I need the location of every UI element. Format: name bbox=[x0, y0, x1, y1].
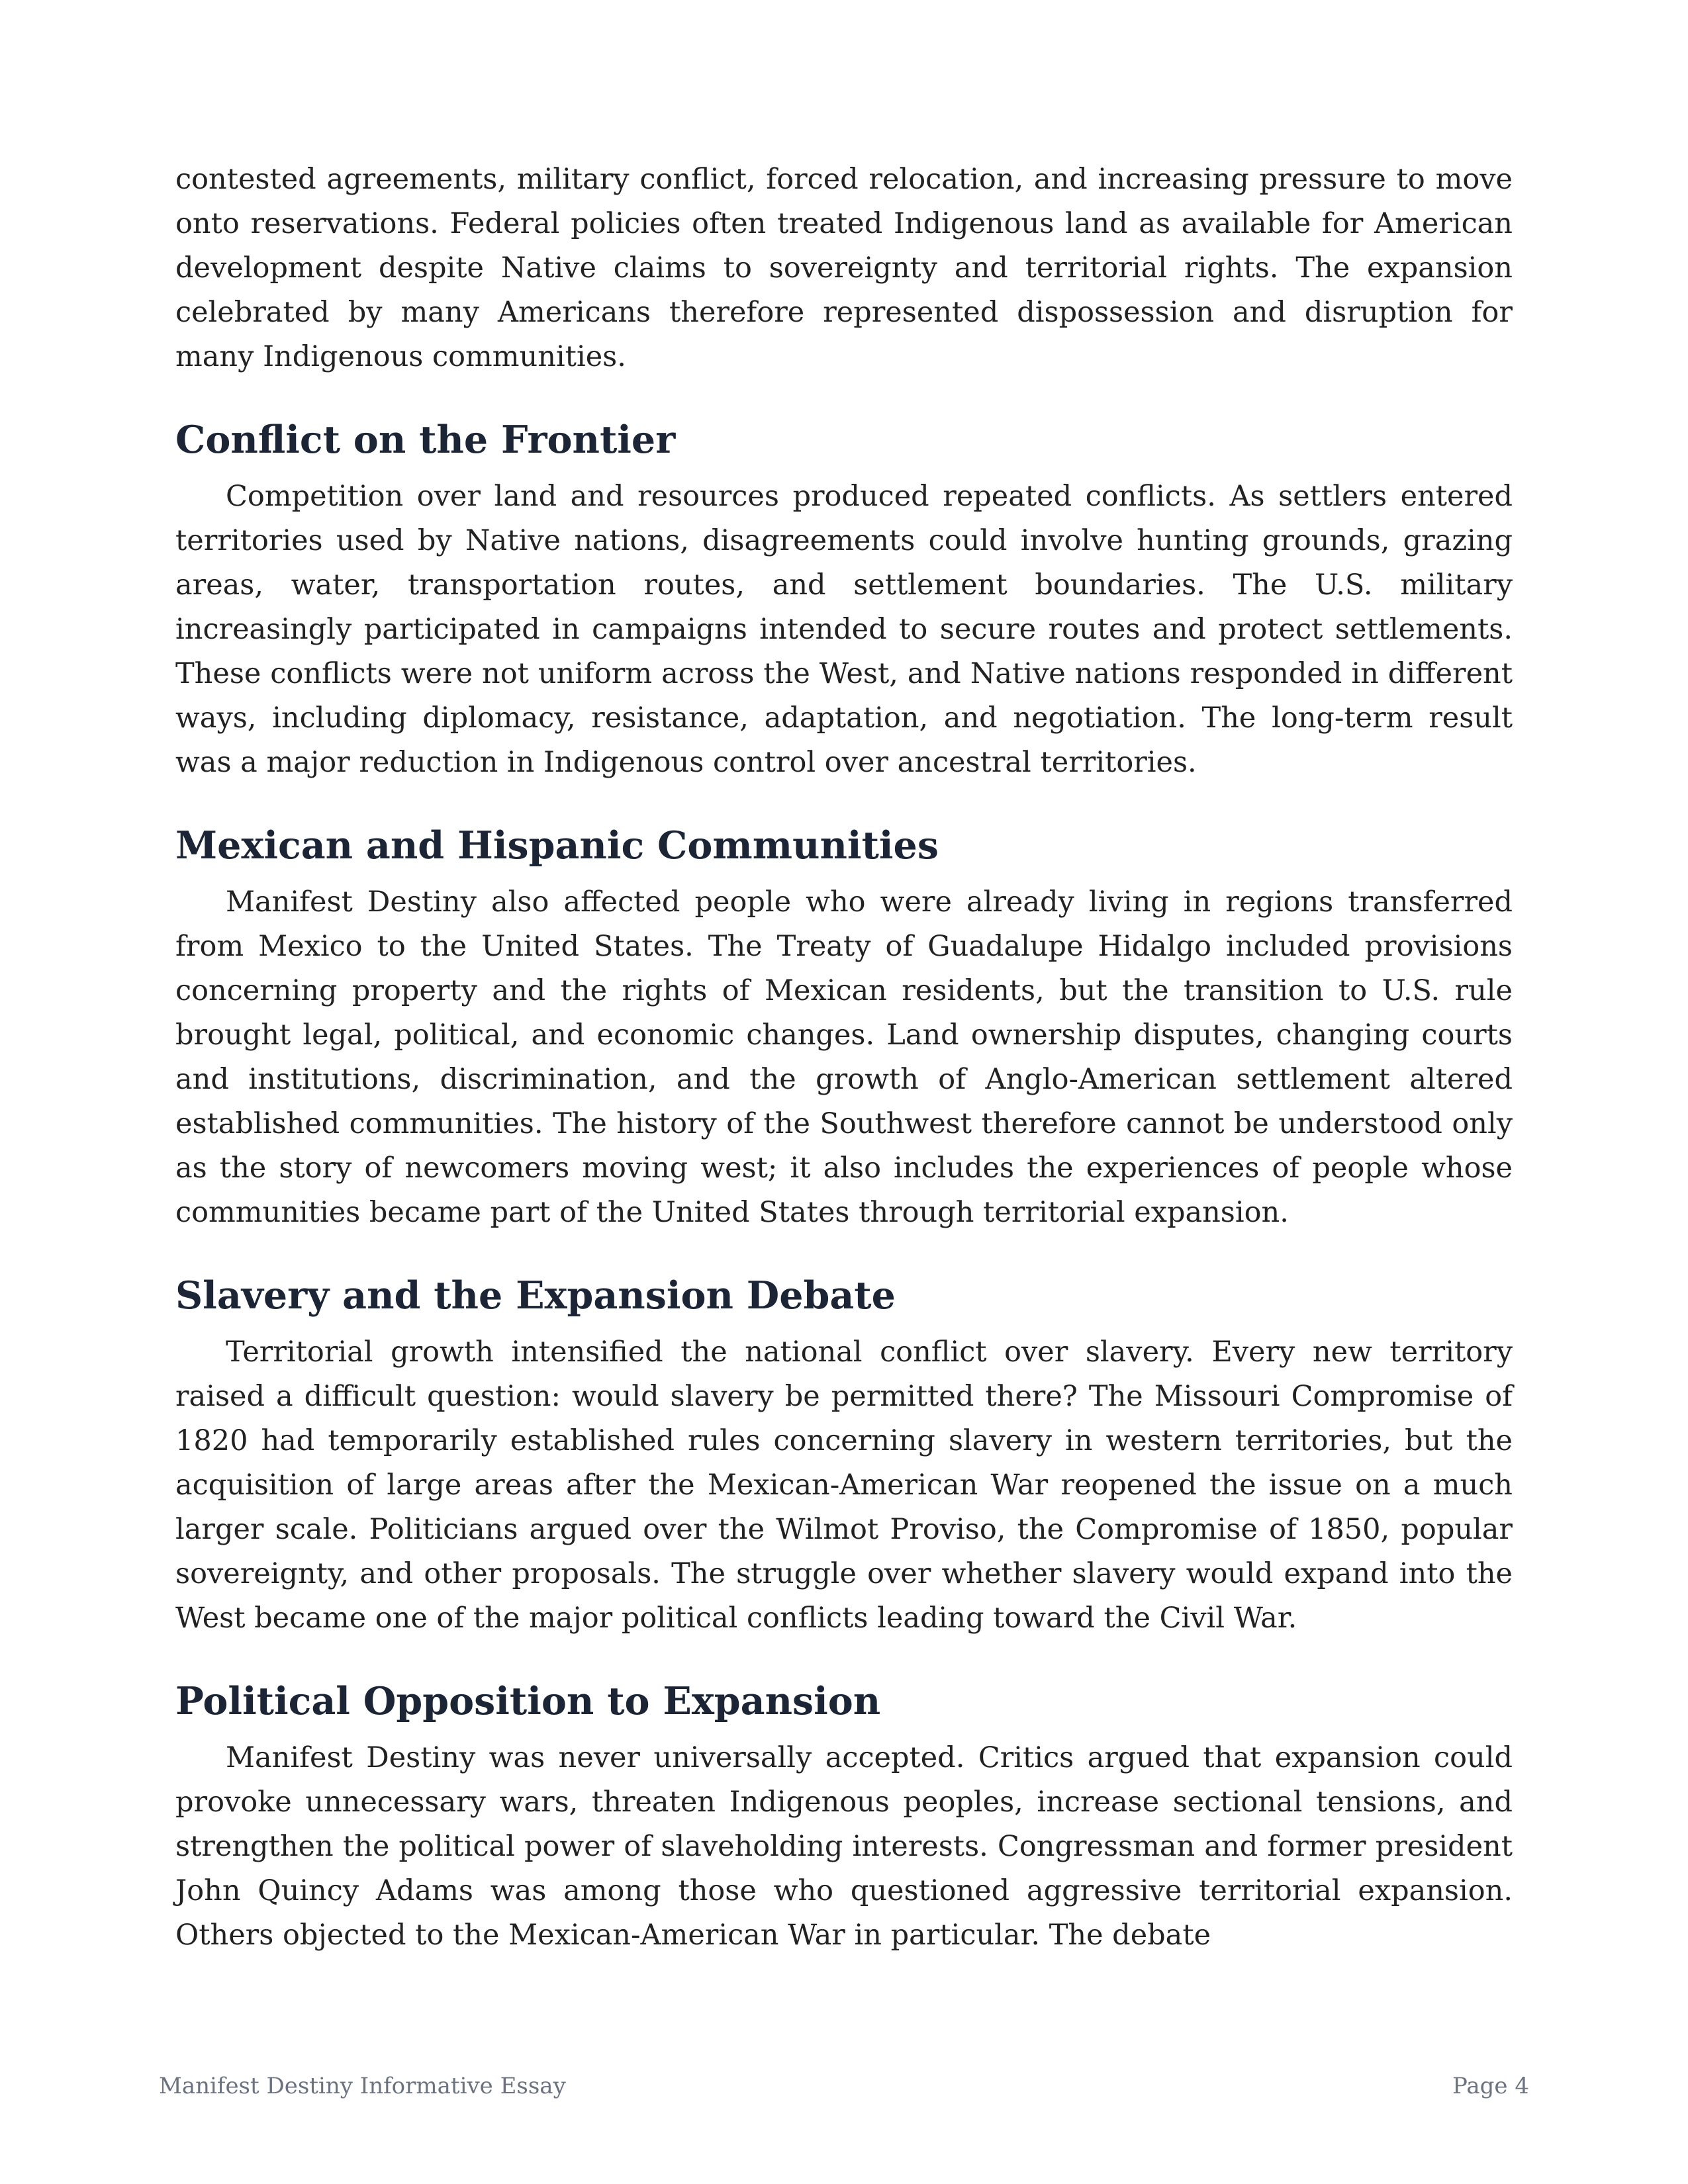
section-heading-mexican-hispanic: Mexican and Hispanic Communities bbox=[175, 823, 939, 868]
footer-title: Manifest Destiny Informative Essay bbox=[159, 2073, 566, 2099]
section-heading-conflict-frontier: Conflict on the Frontier bbox=[175, 418, 676, 462]
section-heading-political-opposition: Political Opposition to Expansion bbox=[175, 1679, 881, 1723]
section-body-political-opposition: Manifest Destiny was never universally accepted. Critics argued that expansion could provoke unnecessary wars, threaten Indigenous peoples, increase sectional tensions, and strengthen the political power of slaveholding interests. Congressman and former president John Quincy Adams was among those who questioned aggressive territorial expansion. Others objected to the Mexican-American War in particular. The debate bbox=[175, 1741, 1513, 1952]
footer-page-number: Page 4 bbox=[1452, 2073, 1529, 2099]
page-footer bbox=[159, 2073, 1529, 2099]
section-body-conflict-frontier: Competition over land and resources produced repeated conflicts. As settlers entered territories used by Native nations, disagreements could involve hunting grounds, grazing areas, water, transportation routes, and settlement boundaries. The U.S. military increasingly participated in campaigns intended to secure routes and protect settlements. These conflicts were not uniform across the West, and Native nations responded in different ways, including diplomacy, resistance, adaptation, and negotiation. The long-term result was a major reduction in Indigenous control over ancestral territories. bbox=[175, 480, 1513, 779]
section-body-slavery-expansion: Territorial growth intensified the national conflict over slavery. Every new territory raised a difficult question: would slavery be permitted there? The Missouri Compromise of 1820 had temporarily established rules concerning slavery in western territories, but the acquisition of large areas after the Mexican-American War reopened the issue on a much larger scale. Politicians argued over the Wilmot Proviso, the Compromise of 1850, popular sovereignty, and other proposals. The struggle over whether slavery would expand into the West became one of the major political conflicts leading toward the Civil War. bbox=[175, 1336, 1513, 1635]
document-page bbox=[175, 158, 1513, 1958]
continued-paragraph: contested agreements, military conflict, forced relocation, and increasing pressure to move onto reservations. Federal policies often treated Indigenous land as available for American development despite Native claims to sovereignty and territorial rights. The expansion celebrated by many Americans therefore represented dispossession and disruption for many Indigenous communities. bbox=[175, 163, 1513, 373]
section-heading-slavery-expansion: Slavery and the Expansion Debate bbox=[175, 1273, 896, 1318]
section-body-mexican-hispanic: Manifest Destiny also affected people who were already living in regions transferred from Mexico to the United States. The Treaty of Guadalupe Hidalgo included provisions concerning property and the rights of Mexican residents, but the transition to U.S. rule brought legal, political, and economic changes. Land ownership disputes, changing courts and institutions, discrimination, and the growth of Anglo-American settlement altered established communities. The history of the Southwest therefore cannot be understood only as the story of newcomers moving west; it also includes the experiences of people whose communities became part of the United States through territorial expansion. bbox=[175, 886, 1513, 1229]
